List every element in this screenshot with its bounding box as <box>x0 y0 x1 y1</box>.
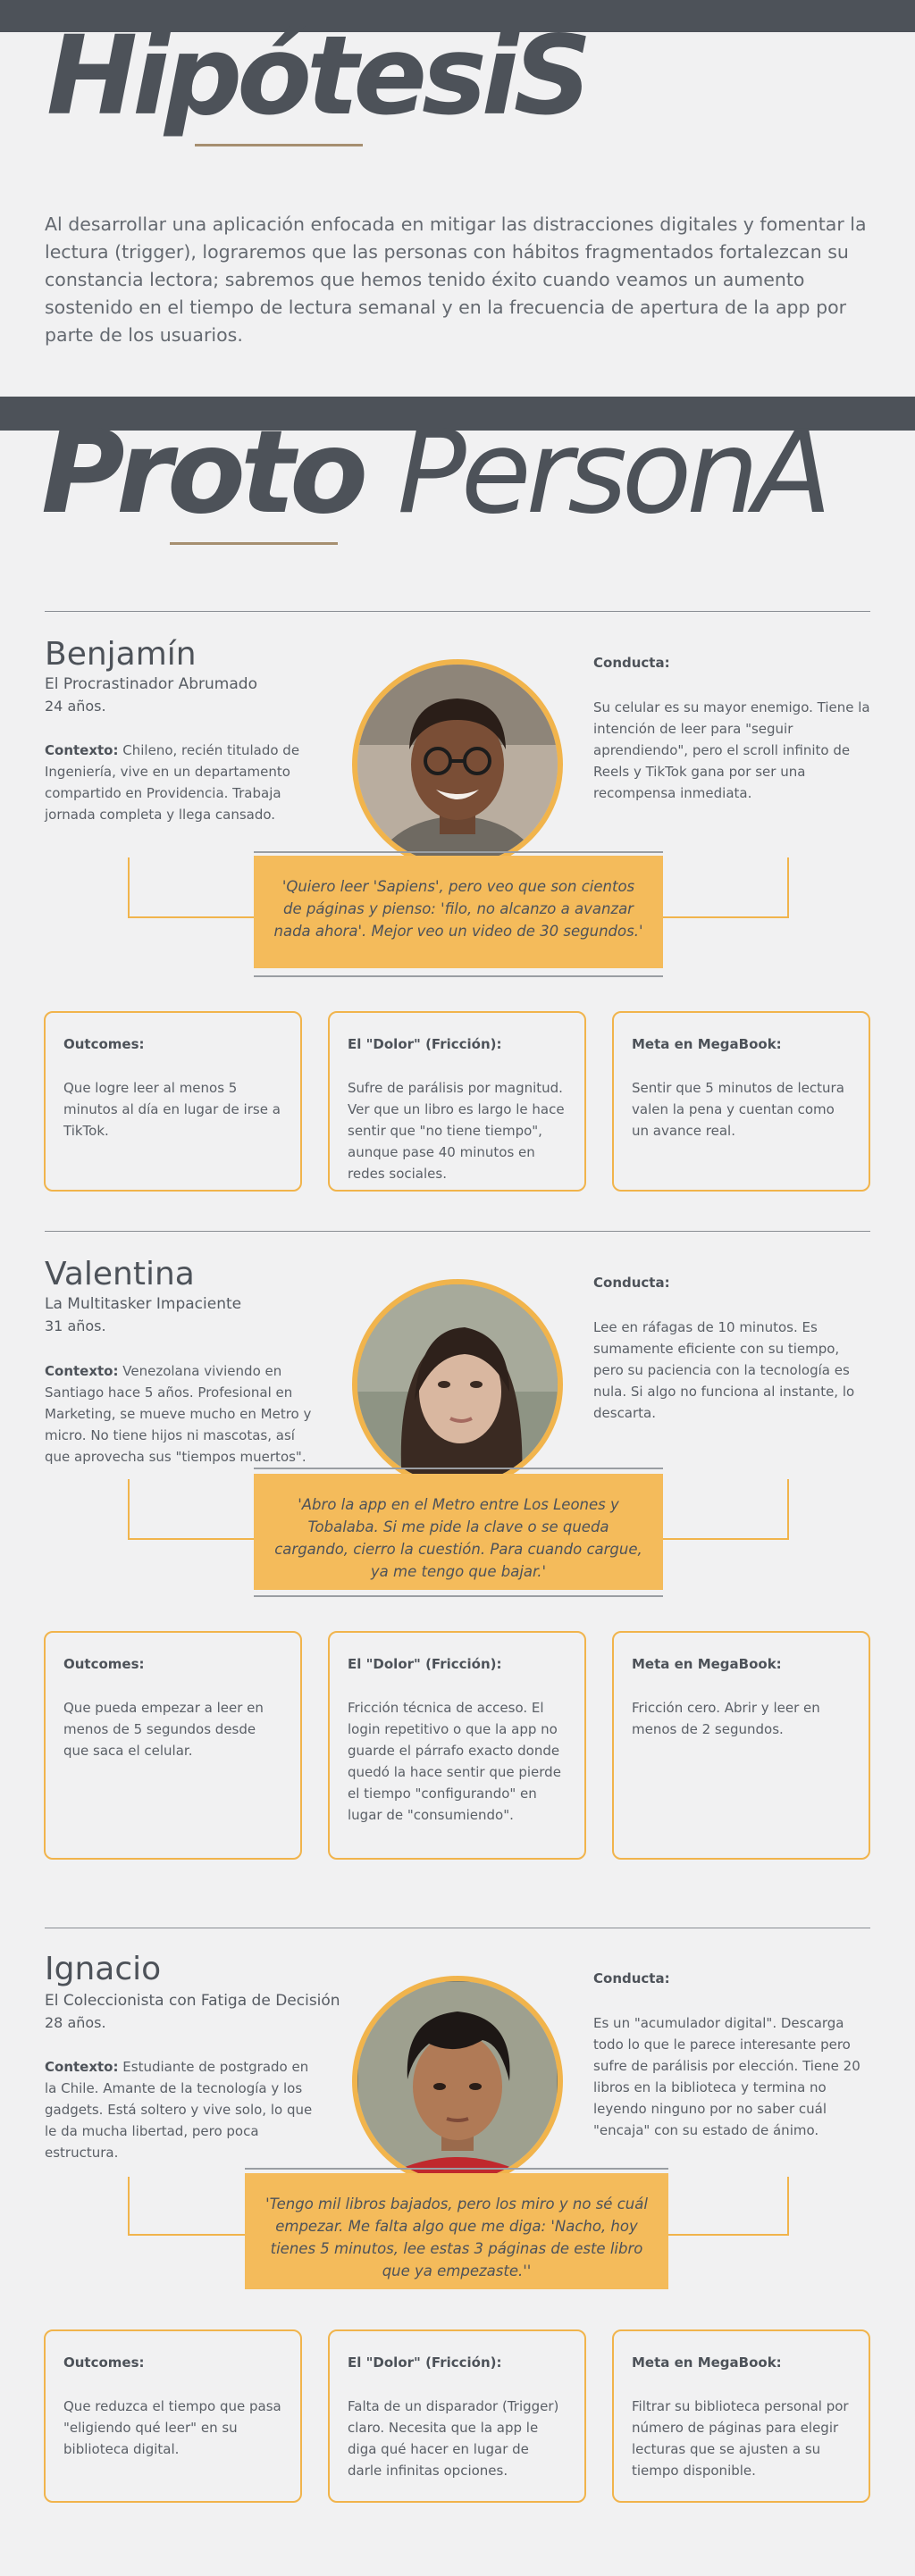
pain-card <box>328 1631 586 1860</box>
outcomes-card <box>44 2329 302 2503</box>
context-text: Venezolana viviendo en Santiago hace 5 años. Profesional en Marketing, se mueve mucho en Metro y micro. No tiene hijos ni mascotas, así que aprovecha sus "tiempos muertos". <box>45 1363 312 1465</box>
context-label: Contexto: <box>45 1363 119 1379</box>
quote-line <box>254 851 663 853</box>
outcomes-card <box>44 1011 302 1192</box>
persona-title-underline <box>170 542 338 545</box>
pain-text: Sufre de parálisis por magnitud. Ver que un libro es largo le hace sentir que "no tiene tiempo", aunque pase 40 minutos en redes sociales. <box>348 1080 565 1182</box>
persona-section-title <box>41 406 827 539</box>
persona-context <box>45 2056 322 2163</box>
avatar-photo-icon <box>357 1284 558 1485</box>
persona-age: 31 años. <box>45 1317 106 1334</box>
context-label: Contexto: <box>45 2059 119 2075</box>
persona-role: El Coleccionista con Fatiga de Decisión <box>45 1992 340 2010</box>
persona-divider <box>45 611 870 612</box>
persona-title-light: PersonA <box>397 406 827 539</box>
avatar-photo-icon <box>357 1981 558 2181</box>
avatar <box>352 1976 563 2187</box>
goal-text: Filtrar su biblioteca personal por número de páginas para elegir lecturas que se ajusten a su tiempo disponible. <box>632 2398 849 2479</box>
goal-label: Meta en MegaBook: <box>632 2354 782 2371</box>
pain-card <box>328 1011 586 1192</box>
outcomes-label: Outcomes: <box>63 1036 145 1052</box>
persona-divider <box>45 1231 870 1232</box>
quote-line <box>254 1468 663 1469</box>
pain-text: Fricción técnica de acceso. El login repetitivo o que la app no guarde el párrafo exacto donde quedó la hace sentir que pierde el tiempo "configurando" en lugar de "consumiendo". <box>348 1700 561 1823</box>
avatar <box>352 659 563 870</box>
persona-age: 28 años. <box>45 2014 106 2031</box>
avatar-photo-icon <box>357 665 558 865</box>
quote-line <box>245 2168 668 2170</box>
goal-card <box>612 1011 870 1192</box>
pain-text: Falta de un disparador (Trigger) claro. Necesita que la app le diga qué hacer en lugar de darle infinitas opciones. <box>348 2398 559 2479</box>
outcomes-text: Que logre leer al menos 5 minutos al día en lugar de irse a TikTok. <box>63 1080 281 1139</box>
conduct-label: Conducta: <box>593 655 670 671</box>
context-text: Estudiante de postgrado en la Chile. Amante de la tecnología y los gadgets. Está soltero y vive solo, lo que le da mucha libertad, pero poca estructura. <box>45 2059 313 2161</box>
hypothesis-title-underline <box>195 144 363 146</box>
goal-label: Meta en MegaBook: <box>632 1036 782 1052</box>
persona-context <box>45 1360 322 1468</box>
hypothesis-title: HipótesiS <box>46 13 587 139</box>
context-label: Contexto: <box>45 742 119 758</box>
persona-quote: 'Tengo mil libros bajados, pero los miro y no sé cuál empezar. Me falta algo que me diga: 'Nacho, hoy tienes 5 minutos, lee estas 3 páginas de este libro que ya empezaste.'' <box>245 2173 668 2289</box>
persona-age: 24 años. <box>45 698 106 715</box>
pain-label: El "Dolor" (Fricción): <box>348 1656 502 1672</box>
pain-card <box>328 2329 586 2503</box>
quote-line <box>254 1595 663 1597</box>
avatar <box>352 1279 563 1490</box>
persona-quote: 'Abro la app en el Metro entre Los Leones y Tobalaba. Si me pide la clave o se queda cargando, cierro la cuestión. Para cuando cargue, ya me tengo que bajar.' <box>254 1474 663 1590</box>
persona-role: El Procrastinador Abrumado <box>45 675 257 693</box>
goal-card <box>612 1631 870 1860</box>
persona-name: Benjamín <box>45 636 197 673</box>
hypothesis-text: Al desarrollar una aplicación enfocada en mitigar las distracciones digitales y fomentar la lectura (trigger), lograremos que las personas con hábitos fragmentados fortalezcan su constancia lectora; sabremos que hemos tenido éxito cuando veamos un aumento sostenido en el tiempo de lectura semanal y en la frecuencia de apertura de la app por parte de los usuarios. <box>45 213 867 346</box>
persona-role: La Multitasker Impaciente <box>45 1295 242 1313</box>
pain-label: El "Dolor" (Fricción): <box>348 1036 502 1052</box>
outcomes-card <box>44 1631 302 1860</box>
conduct-text: Lee en ráfagas de 10 minutos. Es sumamente eficiente con su tiempo, pero su paciencia con la tecnología es nula. Si algo no funciona al instante, lo descarta. <box>593 1319 855 1421</box>
goal-text: Fricción cero. Abrir y leer en menos de 2 segundos. <box>632 1700 820 1737</box>
quote-line <box>254 975 663 977</box>
goal-card <box>612 2329 870 2503</box>
outcomes-text: Que reduzca el tiempo que pasa "eligiendo qué leer" en su biblioteca digital. <box>63 2398 281 2457</box>
persona-title-bold: Proto <box>41 406 364 539</box>
conduct-label: Conducta: <box>593 1275 670 1291</box>
persona-context <box>45 740 322 825</box>
pain-label: El "Dolor" (Fricción): <box>348 2354 502 2371</box>
conduct-text: Es un "acumulador digital". Descarga todo lo que le parece interesante pero sufre de parálisis por elección. Tiene 20 libros en la biblioteca y termina no leyendo ninguno por no saber cuál "encaja" con su estado de ánimo. <box>593 2015 860 2138</box>
conduct-label: Conducta: <box>593 1970 670 1986</box>
persona-name: Valentina <box>45 1256 195 1292</box>
outcomes-text: Que pueda empezar a leer en menos de 5 segundos desde que saca el celular. <box>63 1700 264 1759</box>
goal-label: Meta en MegaBook: <box>632 1656 782 1672</box>
context-text: Chileno, recién titulado de Ingeniería, vive en un departamento compartido en Providencia. Trabaja jornada completa y llega cansado. <box>45 742 300 823</box>
outcomes-label: Outcomes: <box>63 1656 145 1672</box>
goal-text: Sentir que 5 minutos de lectura valen la pena y cuentan como un avance real. <box>632 1080 844 1139</box>
conduct-text: Su celular es su mayor enemigo. Tiene la intención de leer para "seguir aprendiendo", pero el scroll infinito de Reels y TikTok gana por ser una recompensa inmediata. <box>593 699 870 801</box>
persona-name: Ignacio <box>45 1951 162 1987</box>
outcomes-label: Outcomes: <box>63 2354 145 2371</box>
persona-quote: 'Quiero leer 'Sapiens', pero veo que son cientos de páginas y pienso: 'filo, no alcanzo a avanzar nada ahora'. Mejor veo un video de 30 segundos.' <box>254 856 663 968</box>
